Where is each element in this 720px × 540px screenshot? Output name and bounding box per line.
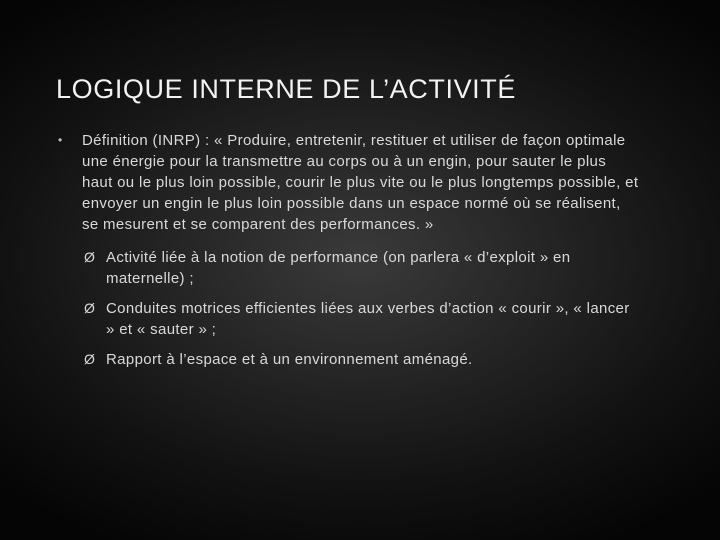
sub-bullet-text: Rapport à l’espace et à un environnement aménagé. <box>106 351 473 368</box>
arrow-bullet-icon: Ø <box>84 351 95 367</box>
definition-text: Définition (INRP) : « Produire, entretenir, restituer et utiliser de façon optimale une énergie pour la transmettre au corps ou à un engin, pour sauter le plus haut ou le plus loin possible, courir le plus vite ou le plus longtemps possible, et envoyer un engin le plus loin possible dans un espace normé où se réalisent, se mesurent et se comparent des performances. » <box>82 132 639 233</box>
sub-bullet-item <box>84 247 658 289</box>
sub-bullet-text: Activité liée à la notion de performance (on parlera « d’exploit » en maternelle) ; <box>106 249 571 287</box>
sub-bullet-text: Conduites motrices efficientes liées aux verbes d’action « courir », « lancer » et « sauter » ; <box>106 300 630 338</box>
bullet-marker: • <box>58 133 63 147</box>
bullet-item <box>58 130 658 235</box>
arrow-bullet-icon: Ø <box>84 249 95 265</box>
arrow-bullet-icon: Ø <box>84 300 95 316</box>
slide-content <box>58 130 658 379</box>
slide-title: LOGIQUE INTERNE DE L’ACTIVITÉ <box>56 74 516 104</box>
sub-bullet-item <box>84 298 658 340</box>
sub-bullet-list <box>58 247 658 370</box>
sub-bullet-item <box>84 349 658 370</box>
